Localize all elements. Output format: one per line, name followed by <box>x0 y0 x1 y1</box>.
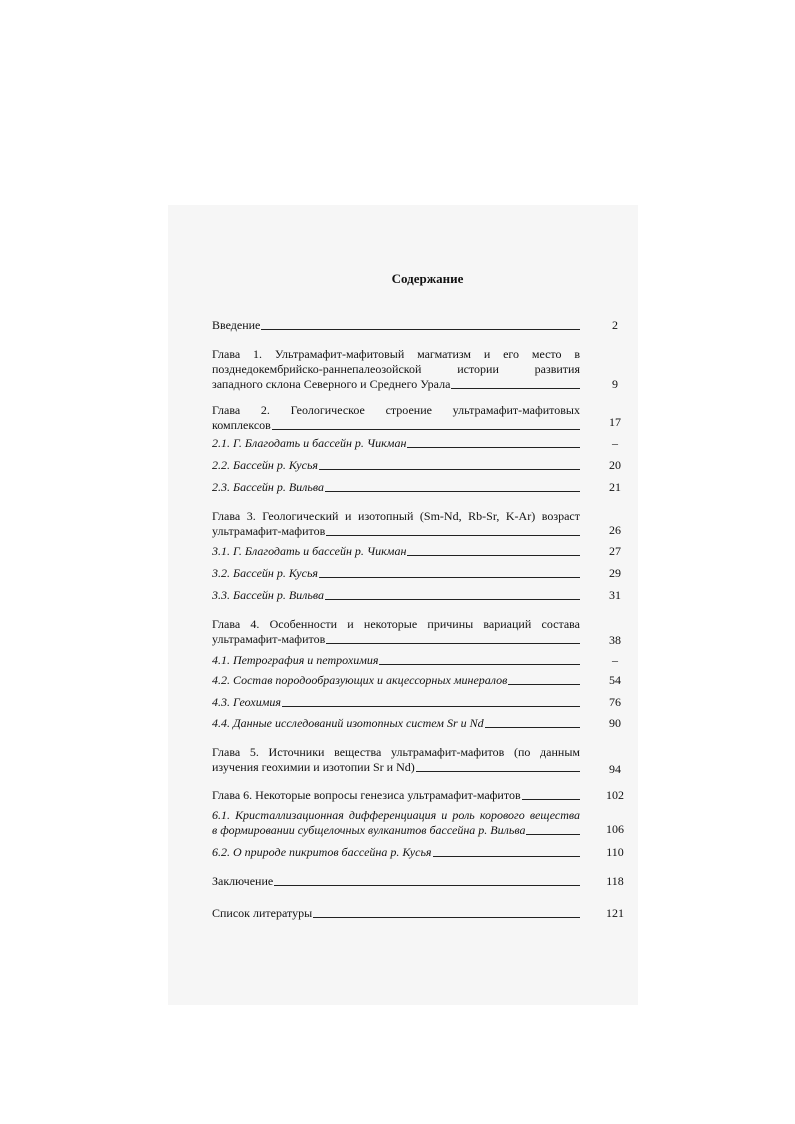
toc-entry-section-2-3: 2.3. Бассейн р. Вильва <box>212 480 580 495</box>
toc-entry-section-4-2: 4.2. Состав породообразующих и акцессорных минералов <box>212 673 580 688</box>
toc-entry-chapter-3: Глава 3. Геологический и изотопный (Sm-Nd, Rb-Sr, K-Ar) возраст ультрамафит-мафитов <box>212 509 580 538</box>
toc-entry-chapter-5: Глава 5. Источники вещества ультрамафит-мафитов (по данным изучения геохимии и изотопии Sr и Nd) <box>212 745 580 774</box>
toc-page-number: 26 <box>609 523 621 537</box>
toc-entry-conclusion: Заключение <box>212 874 580 889</box>
toc-entry-section-3-3: 3.3. Бассейн р. Вильва <box>212 588 580 603</box>
toc-page-number: 9 <box>612 377 618 391</box>
toc-page-number: 76 <box>609 695 621 709</box>
toc-page-number: 38 <box>609 633 621 647</box>
toc-entry-section-2-2: 2.2. Бассейн р. Кусья <box>212 458 580 473</box>
toc-page-number: 20 <box>609 458 621 472</box>
toc-page-number: 21 <box>609 480 621 494</box>
toc-entry-chapter-1: Глава 1. Ультрамафит-мафитовый магматизм и его место в позднедокембрийско-раннепалеозойской истории развития западного склона Северного и Среднего Урала <box>212 347 580 391</box>
toc-page-number: 90 <box>609 716 621 730</box>
toc-entry-section-6-1: 6.1. Кристаллизационная дифференциация и роль корового вещества в формировании субщелочных вулканитов бассейна р. Вильва <box>212 808 580 837</box>
toc-entry-section-3-1: 3.1. Г. Благодать и бассейн р. Чикман <box>212 544 580 559</box>
toc-page-number: – <box>612 653 618 667</box>
toc-page-number: 17 <box>609 415 621 429</box>
toc-page-number: 102 <box>606 788 624 802</box>
toc-entry-section-6-2: 6.2. О природе пикритов бассейна р. Кусья <box>212 845 580 860</box>
toc-entry-section-2-1: 2.1. Г. Благодать и бассейн р. Чикман <box>212 436 580 451</box>
toc-entry-references: Список литературы <box>212 906 580 921</box>
toc-page-number: 94 <box>609 762 621 776</box>
toc-page-number: 110 <box>606 845 624 859</box>
toc-page-number: 106 <box>606 822 624 836</box>
toc-entry-introduction: Введение <box>212 318 580 333</box>
toc-entry-chapter-4: Глава 4. Особенности и некоторые причины вариаций состава ультрамафит-мафитов <box>212 617 580 646</box>
toc-entry-section-4-3: 4.3. Геохимия <box>212 695 580 710</box>
toc-page-number: 118 <box>606 874 624 888</box>
page-title: Содержание <box>391 271 464 286</box>
toc-page-number: 2 <box>612 318 618 332</box>
toc-page-number: 27 <box>609 544 621 558</box>
toc-page-number: 54 <box>609 673 621 687</box>
toc-page-number: – <box>612 436 618 450</box>
toc-page-number: 29 <box>609 566 621 580</box>
toc-entry-chapter-6: Глава 6. Некоторые вопросы генезиса ультрамафит-мафитов <box>212 788 580 803</box>
toc-entry-section-4-1: 4.1. Петрография и петрохимия <box>212 653 580 668</box>
toc-entry-section-3-2: 3.2. Бассейн р. Кусья <box>212 566 580 581</box>
toc-entry-section-4-4: 4.4. Данные исследований изотопных систем Sr и Nd <box>212 716 580 731</box>
toc-entry-chapter-2: Глава 2. Геологическое строение ультрамафит-мафитовых комплексов <box>212 403 580 432</box>
toc-page-number: 121 <box>606 906 624 920</box>
toc-page-number: 31 <box>609 588 621 602</box>
